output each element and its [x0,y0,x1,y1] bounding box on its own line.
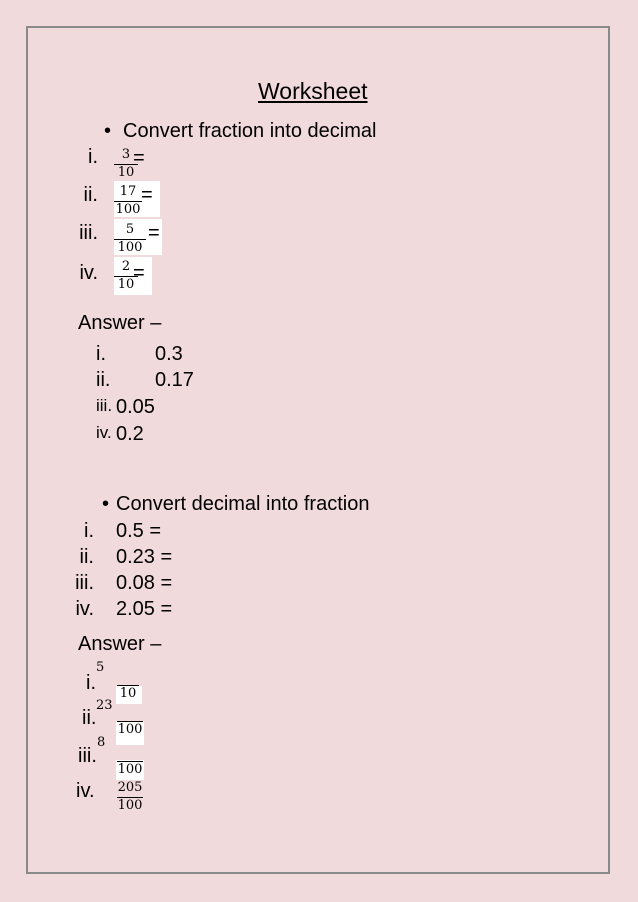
s2-a3-label: iii. [78,745,97,767]
s1-q2-denominator: 100 [115,202,141,217]
s1-q1-numerator: 3 [121,147,131,162]
s1-q1-equals: = [133,147,145,169]
s2-a4-denominator: 100 [117,798,143,813]
s1-q3-numerator: 5 [125,222,135,237]
s1-q4-numerator: 2 [121,259,131,274]
s1-a1-label: i. [96,343,106,365]
s1-q4-label: iv. [79,262,98,284]
s2-a1-label: i. [86,672,96,694]
s1-a2-value: 0.17 [155,369,194,391]
s2-a2-label: ii. [82,707,97,729]
s2-q2-text: 0.23 = [116,546,173,568]
section2-heading: Convert decimal into fraction [116,493,370,515]
s1-q2-equals: = [141,184,153,206]
s1-q1-label: i. [88,146,98,168]
s2-q4-label: iv. [75,598,94,620]
s2-q4-text: 2.05 = [116,598,173,620]
s1-q4-equals: = [133,262,145,284]
s2-a1-numerator: 5 [96,660,105,675]
section1-heading: Convert fraction into decimal [123,120,377,142]
s1-a2-label: ii. [96,369,111,391]
s1-q3-equals: = [148,222,160,244]
s1-a4-value: 0.2 [116,423,144,445]
s1-q3-label: iii. [79,222,98,244]
s2-a4-label: iv. [76,780,95,802]
s1-q4-denominator: 10 [117,277,135,292]
s1-q2-label: ii. [83,184,98,206]
page-title: Worksheet [258,78,368,104]
s1-q2-numerator: 17 [119,184,137,199]
s2-q1-label: i. [84,520,94,542]
s2-q2-label: ii. [79,546,94,568]
bullet-1: • [104,120,112,142]
s2-a3-numerator: 8 [97,735,106,750]
s2-q3-label: iii. [75,572,94,594]
s1-a4-label: iv. [96,423,112,442]
s1-q3-denominator: 100 [117,240,143,255]
s2-a2-numerator: 23 [96,698,113,713]
s1-answer-label: Answer – [78,312,162,334]
s1-q1-denominator: 10 [117,165,135,180]
s2-a2-denominator: 100 [117,722,143,737]
s1-a1-value: 0.3 [155,343,183,365]
s2-q1-text: 0.5 = [116,520,162,542]
s1-a3-label: iii. [96,396,113,415]
bullet-2: • [102,493,110,515]
s2-q3-text: 0.08 = [116,572,173,594]
s2-answer-label: Answer – [78,633,162,655]
s1-a3-value: 0.05 [116,396,155,418]
s2-a1-denominator: 10 [119,686,137,701]
s2-a4-numerator: 205 [117,780,143,795]
s2-a3-denominator: 100 [117,762,143,777]
